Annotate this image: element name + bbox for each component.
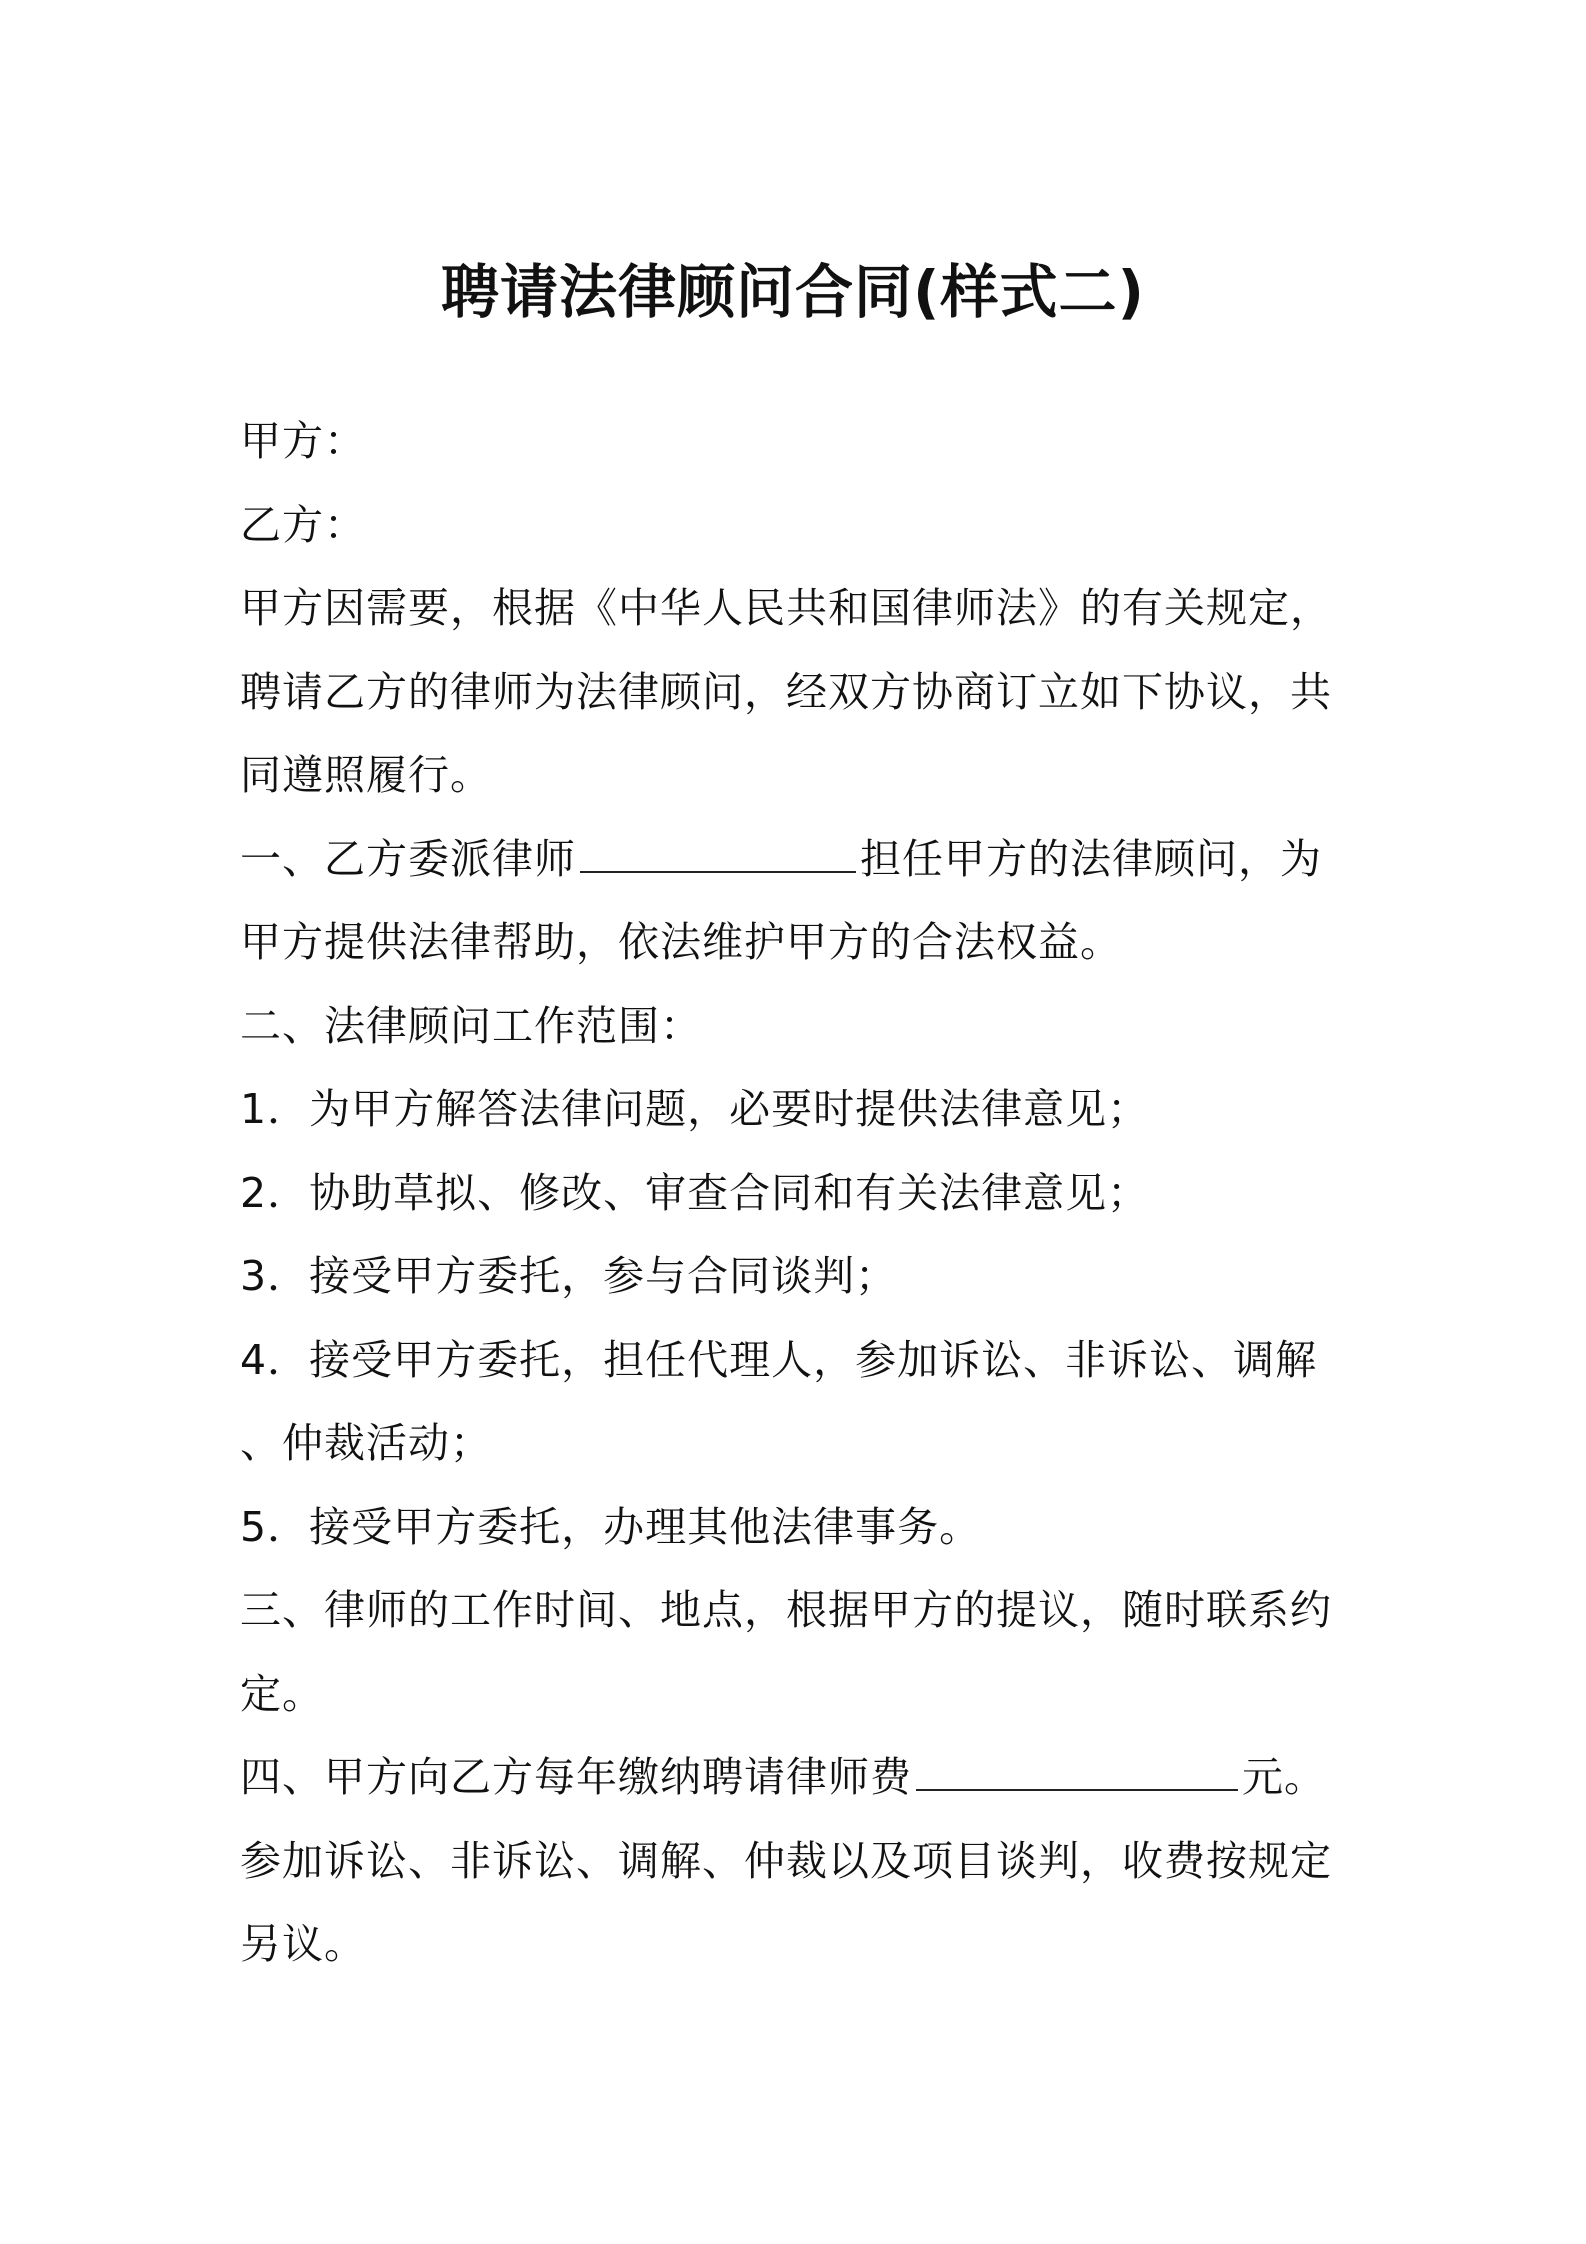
lawyer-name-blank — [580, 839, 856, 873]
party-a-line: 甲方： — [240, 417, 366, 465]
intro-line-1: 甲方因需要，根据《中华人民共和国律师法》的有关规定， — [240, 584, 1332, 632]
clause-1-prefix: 一、乙方委派律师 — [240, 834, 576, 883]
party-b-line: 乙方： — [240, 500, 366, 549]
clause-1-line-2: 甲方提供法律帮助，依法维护甲方的合法权益。 — [240, 918, 1122, 966]
clause-2-item-4: 4．接受甲方委托，担任代理人，参加诉讼、非诉讼、调解 — [240, 1335, 1318, 1384]
clause-3-line-1: 三、律师的工作时间、地点，根据甲方的提议，随时联系约 — [240, 1586, 1332, 1634]
clause-2-item-2: 2．协助草拟、修改、审查合同和有关法律意见； — [240, 1168, 1150, 1217]
clause-2-heading: 二、法律顾问工作范围： — [240, 1001, 702, 1050]
document-title: 聘请法律顾问合同(样式二) — [440, 258, 1146, 326]
clause-2-item-5: 5．接受甲方委托，办理其他法律事务。 — [240, 1502, 982, 1551]
clause-4-prefix: 四、甲方向乙方每年缴纳聘请律师费 — [240, 1753, 912, 1801]
clause-4-line-2: 参加诉讼、非诉讼、调解、仲裁以及项目谈判，收费按规定 — [240, 1836, 1332, 1885]
intro-line-2: 聘请乙方的律师为法律顾问，经双方协商订立如下协议，共 — [240, 667, 1332, 716]
clause-1-suffix: 担任甲方的法律顾问，为 — [860, 834, 1322, 883]
intro-line-3: 同遵照履行。 — [240, 751, 492, 799]
clause-4-line-1 — [240, 1736, 1360, 1820]
clause-2-item-4-continued: 、仲裁活动； — [240, 1419, 492, 1467]
fee-amount-blank — [916, 1757, 1238, 1791]
clause-4-suffix: 元。 — [1242, 1753, 1326, 1801]
clause-1-line-1 — [240, 818, 1360, 902]
clause-3-line-2: 定。 — [240, 1669, 324, 1718]
clause-4-line-3: 另议。 — [240, 1920, 366, 1968]
clause-2-item-3: 3．接受甲方委托，参与合同谈判； — [240, 1252, 898, 1300]
clause-2-item-1: 1．为甲方解答法律问题，必要时提供法律意见； — [240, 1085, 1150, 1133]
document-body — [240, 400, 1360, 1987]
